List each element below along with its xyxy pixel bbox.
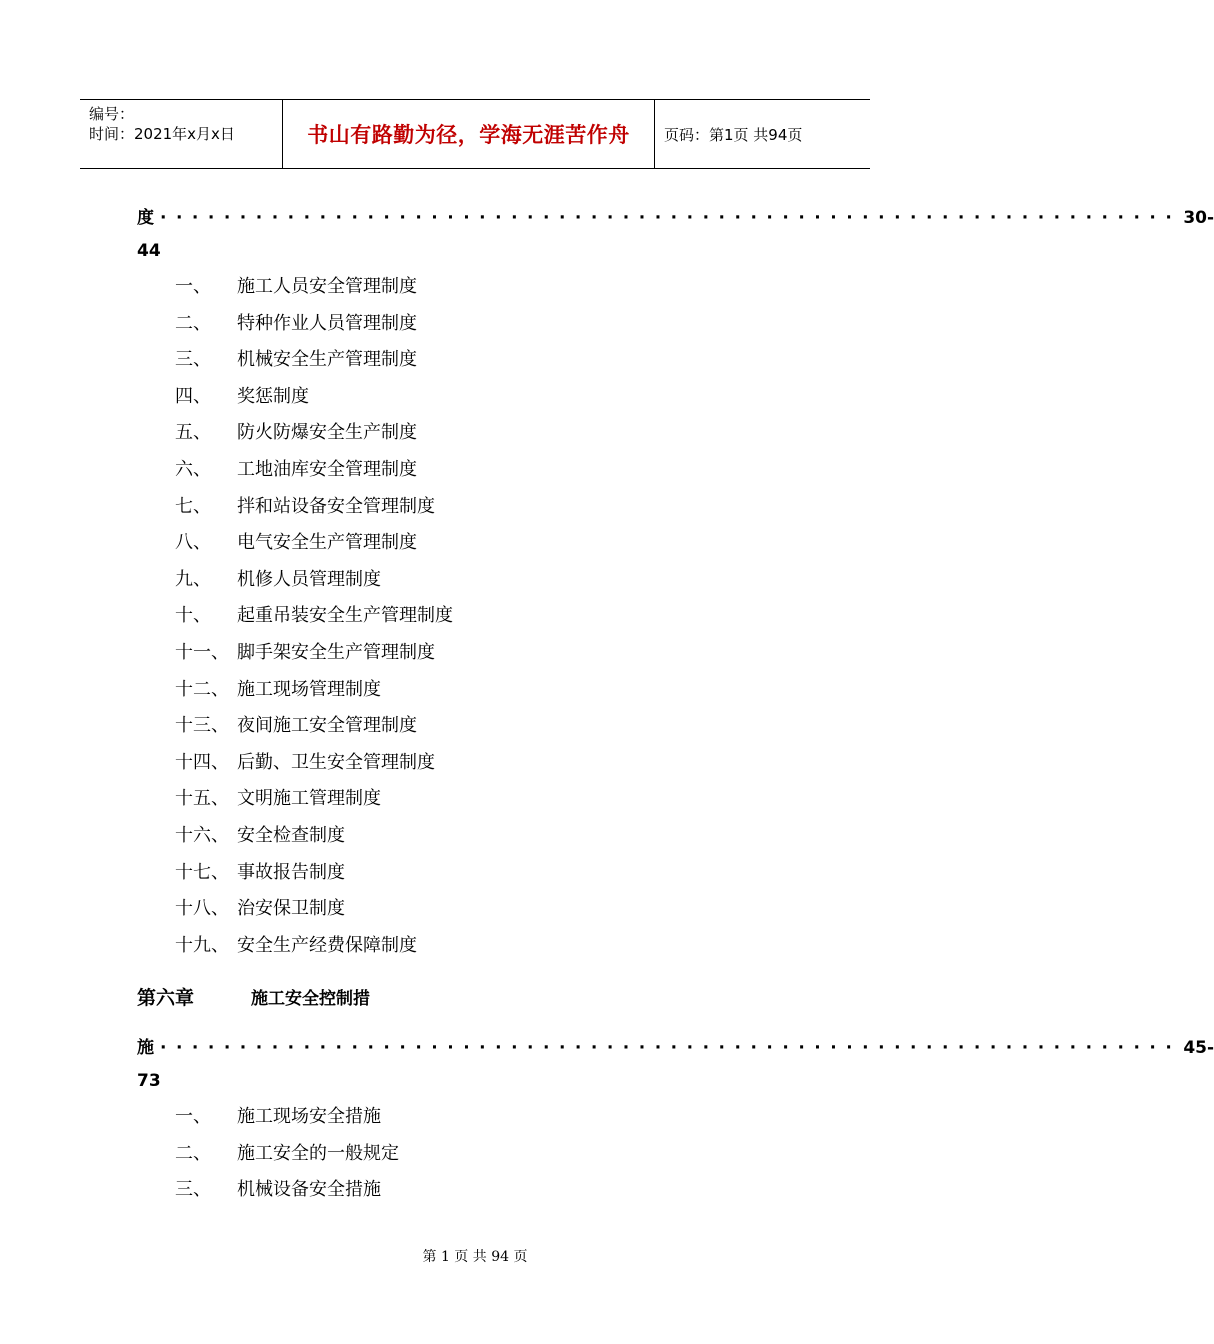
toc-item — [175, 1105, 381, 1129]
toc-item — [175, 458, 417, 482]
toc-item-number: 十一、 — [175, 642, 229, 663]
toc-item-title: 文明施工管理制度 — [237, 788, 381, 810]
toc-item-title: 施工安全的一般规定 — [237, 1142, 399, 1164]
header-meta — [80, 100, 282, 168]
toc-item-title: 机修人员管理制度 — [237, 568, 381, 590]
time-label: 时间：2021年x月x日 — [89, 125, 235, 143]
toc-item-number: 二、 — [175, 312, 211, 334]
chapter-title: 施工安全控制措 — [251, 989, 370, 1009]
page-footer: 第 1 页 共 94 页 — [422, 1249, 528, 1265]
header-page-cell — [655, 100, 870, 168]
toc-item — [175, 861, 345, 885]
toc-item-title: 机械设备安全措施 — [237, 1179, 381, 1201]
toc-leader-dots: ································································ — [160, 1038, 1182, 1058]
toc-item-title: 特种作业人员管理制度 — [237, 312, 417, 334]
number-label: 编号： — [89, 105, 135, 123]
toc-item-title: 施工现场管理制度 — [237, 678, 381, 700]
toc-item-title: 拌和站设备安全管理制度 — [237, 495, 435, 517]
toc-page-range: 45- — [1183, 1038, 1214, 1058]
toc-item — [175, 495, 435, 519]
toc-item-number: 二、 — [175, 1142, 211, 1164]
toc-item-number: 十五、 — [175, 788, 229, 810]
toc-item — [175, 568, 381, 592]
toc-item — [175, 385, 309, 409]
toc-item — [175, 275, 417, 299]
page-info: 页码：第1页 共94页 — [664, 125, 803, 144]
toc-item-number: 四、 — [175, 385, 211, 407]
toc-item — [175, 1142, 399, 1166]
toc-item-number: 一、 — [175, 1106, 211, 1127]
toc-item-title: 防火防爆安全生产制度 — [237, 422, 417, 444]
toc-item — [175, 531, 417, 555]
toc-item-number: 十二、 — [175, 678, 229, 700]
toc-item-title: 机械安全生产管理制度 — [237, 349, 417, 371]
toc-item-number: 三、 — [175, 1179, 211, 1201]
chapter-number: 第六章 — [137, 987, 195, 1009]
toc-item-number: 三、 — [175, 349, 211, 371]
toc-item — [175, 641, 435, 665]
toc-page-continued: 44 — [137, 241, 161, 261]
toc-item-number: 八、 — [175, 532, 211, 554]
toc-item-number: 六、 — [175, 459, 211, 480]
toc-item-title: 奖惩制度 — [237, 385, 309, 407]
toc-item-number: 九、 — [175, 568, 211, 590]
toc-item-title: 后勤、卫生安全管理制度 — [237, 751, 435, 773]
toc-item-number: 十四、 — [175, 751, 229, 773]
toc-item-title: 事故报告制度 — [237, 861, 345, 883]
toc-item — [175, 897, 345, 921]
toc-item-title: 施工现场安全措施 — [237, 1106, 381, 1127]
toc-item-number: 五、 — [175, 422, 211, 444]
toc-lead: 度 — [137, 208, 154, 228]
toc-line-1 — [137, 203, 1214, 228]
toc-item-number: 一、 — [175, 276, 211, 297]
toc-lead: 施 — [137, 1038, 154, 1058]
toc-item-title: 施工人员安全管理制度 — [237, 276, 417, 297]
toc-page-range: 30- — [1183, 208, 1214, 228]
toc-item-number: 十九、 — [175, 934, 229, 956]
toc-leader-dots: ································································ — [160, 208, 1182, 228]
toc-item-number: 十八、 — [175, 898, 229, 920]
toc-item-number: 十七、 — [175, 861, 229, 883]
toc-item — [175, 312, 417, 336]
toc-item-title: 起重吊装安全生产管理制度 — [237, 605, 453, 627]
header-motto-cell — [282, 100, 655, 168]
toc-item-number: 七、 — [175, 495, 211, 517]
toc-item-title: 夜间施工安全管理制度 — [237, 715, 417, 737]
toc-item-number: 十、 — [175, 605, 211, 627]
toc-item — [175, 348, 417, 372]
toc-item-title: 工地油库安全管理制度 — [237, 459, 417, 480]
toc-item-number: 十六、 — [175, 825, 229, 846]
motto: 书山有路勤为径，学海无涯苦作舟 — [307, 123, 630, 147]
toc-line-2 — [137, 1033, 1214, 1058]
toc-item-title: 脚手架安全生产管理制度 — [237, 642, 435, 663]
toc-item — [175, 934, 417, 958]
toc-item — [175, 787, 381, 811]
toc-item-title: 电气安全生产管理制度 — [237, 532, 417, 554]
chapter-heading — [137, 983, 370, 1010]
toc-item-title: 安全生产经费保障制度 — [237, 934, 417, 956]
toc-item — [175, 1178, 381, 1202]
toc-item — [175, 751, 435, 775]
toc-page-continued: 73 — [137, 1071, 161, 1091]
header-table — [80, 99, 870, 169]
toc-item — [175, 678, 381, 702]
toc-item — [175, 421, 417, 445]
toc-item-title: 安全检查制度 — [237, 825, 345, 846]
toc-item — [175, 604, 453, 628]
toc-item-number: 十三、 — [175, 715, 229, 737]
toc-item — [175, 714, 417, 738]
toc-item-title: 治安保卫制度 — [237, 898, 345, 920]
toc-item — [175, 824, 345, 848]
